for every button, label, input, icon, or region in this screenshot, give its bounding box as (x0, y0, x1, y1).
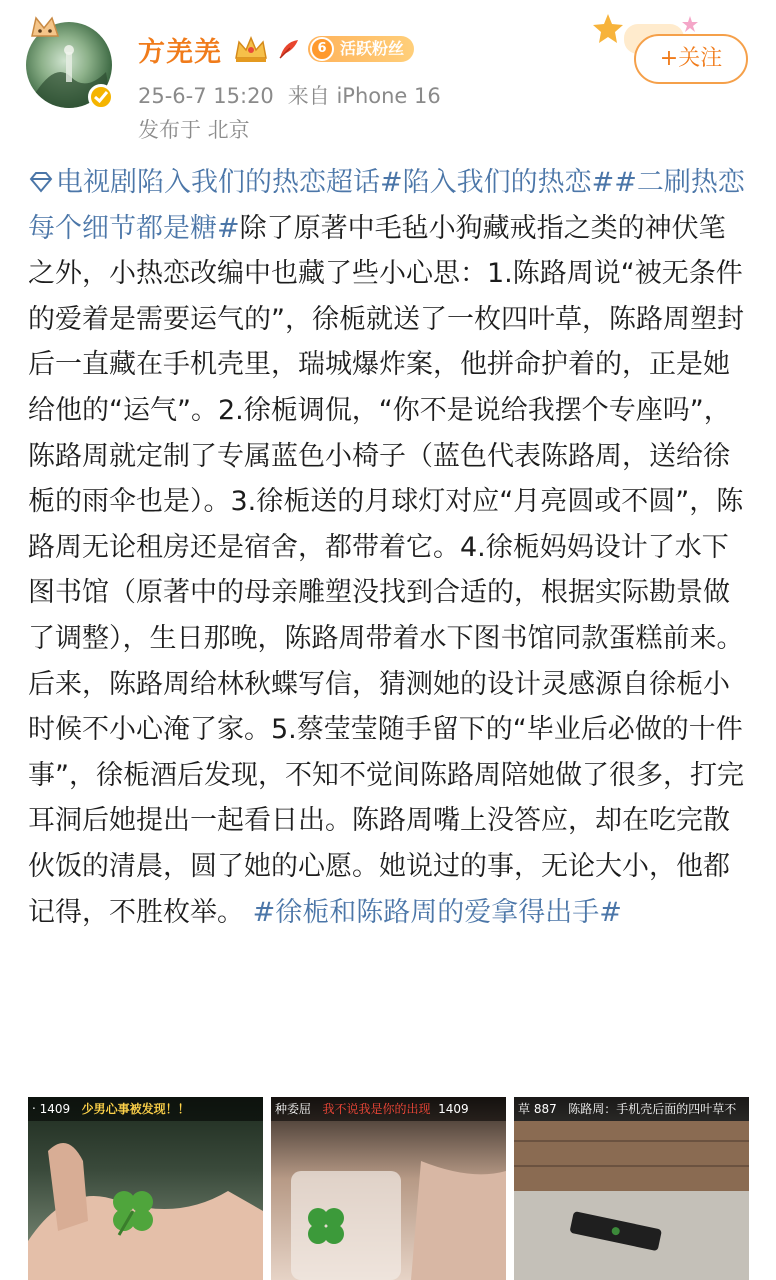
video-caption-bar (271, 1097, 506, 1121)
image-thumbnail-2[interactable] (271, 1097, 506, 1280)
post-location: 发布于 北京 (138, 118, 250, 142)
image-grid (28, 1097, 748, 1280)
follow-button[interactable]: +关注 (634, 34, 748, 84)
crown-icon (232, 34, 270, 64)
fan-badge[interactable] (308, 36, 414, 62)
hashtag-link-3[interactable]: #徐栀和陈路周的爱拿得出手# (252, 896, 622, 928)
post-body (28, 160, 752, 935)
video-caption-bar (28, 1097, 263, 1121)
cat-ear-decoration-icon (28, 14, 62, 44)
caption-prefix: 草 887 (518, 1102, 557, 1116)
caption-title: 陈路周：手机壳后面的四叶草不 (568, 1102, 737, 1116)
post-source: 来自 iPhone 16 (287, 84, 441, 108)
post-header (0, 0, 776, 150)
post-meta (138, 80, 441, 110)
caption-title: 少男心事被发现！！ (81, 1102, 190, 1116)
author-name[interactable]: 方羌羌 (138, 37, 222, 68)
caption-suffix: 1409 (438, 1102, 469, 1116)
hashtag-link-2[interactable]: #二刷热恋每个细节都是糖# (28, 167, 745, 244)
hashtag-link-1[interactable]: #陷入我们的热恋# (380, 167, 615, 198)
post-timestamp: 25-6-7 15:20 (138, 84, 274, 108)
video-caption-bar (514, 1097, 749, 1121)
caption-prefix: ‧ 1409 (32, 1102, 71, 1116)
caption-title: 我不说我是你的出现 (322, 1102, 431, 1116)
feather-icon (276, 36, 302, 62)
post-text: 除了原著中毛毡小狗藏戒指之类的神伏笔之外，小热恋改编中也藏了些小心思：1.陈路周说“被无条件的爱着是需要运气的”，徐栀就送了一枚四叶草，陈路周塑封后一直藏在手机壳里，瑞城爆炸案，他拼命护着的，正是她给他的“运气”。2.徐栀调侃，“你不是说给我摆个专座吗”，陈路周就定制了专属蓝色小椅子（蓝色代表陈路周，送给徐栀的雨伞也是）。3.徐栀送的月球灯对应“月亮圆或不圆”，陈路周无论租房还是宿舍，都带着它。4.徐栀妈妈设计了水下图书馆（原著中的母亲雕塑没找到合适的，根据实际勘景做了调整），生日那晚，陈路周带着水下图书馆同款蛋糕前来。后来，陈路周给林秋蝶写信，猜测她的设计灵感源自徐栀小时候不小心淹了家。5.蔡莹莹随手留下的“毕业后必做的十件事”，徐栀酒后发现，不知不觉间陈路周陪她做了很多，打完耳洞后她提出一起看日出。陈路周嘴上没答应，却在吃完散伙饭的清晨，圆了她的心愿。她说过的事，无论大小，他都记得，不胜枚举。 (28, 212, 744, 928)
avatar[interactable] (26, 22, 112, 108)
fan-badge-label: 活跃粉丝 (340, 39, 405, 58)
diamond-topic-icon (28, 171, 54, 193)
clover-hand-image (28, 1121, 263, 1280)
verified-badge-icon (88, 84, 114, 110)
image-thumbnail-1[interactable] (28, 1097, 263, 1280)
phone-on-ground-image (514, 1121, 749, 1280)
clover-card-image (271, 1121, 506, 1280)
image-thumbnail-3[interactable] (514, 1097, 749, 1280)
super-topic-link[interactable]: 电视剧陷入我们的热恋超话 (56, 167, 380, 198)
fan-level-badge: 6 (310, 37, 334, 61)
caption-prefix: 种委屈 (275, 1102, 312, 1116)
